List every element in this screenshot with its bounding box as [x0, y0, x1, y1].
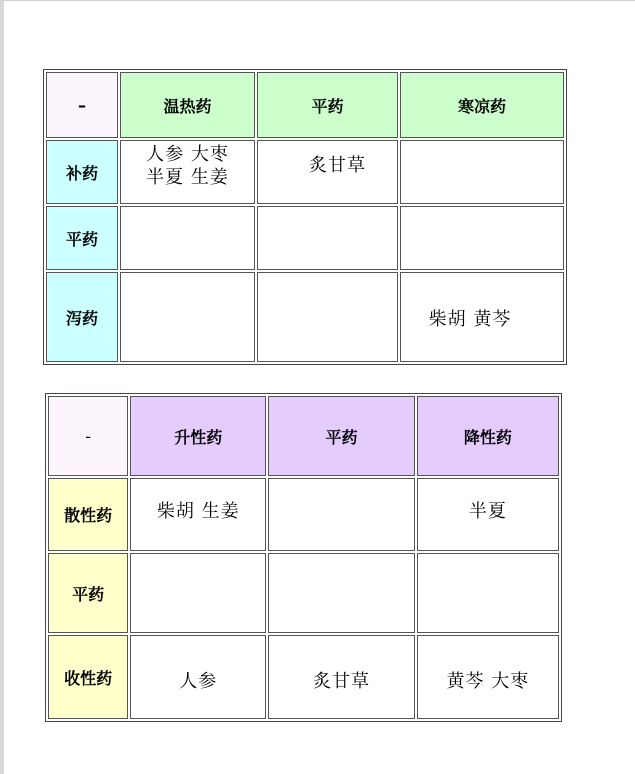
table-cell	[120, 206, 255, 270]
column-header: 平药	[268, 396, 414, 476]
table-cell: 柴胡 生姜	[130, 478, 266, 551]
column-header: 平药	[257, 72, 398, 138]
table-cell: 半夏	[417, 478, 559, 551]
table-cell	[130, 553, 266, 633]
table-header-row	[48, 396, 559, 476]
table-cell	[400, 206, 564, 270]
row-header: 补药	[46, 140, 118, 204]
table-cell	[120, 272, 255, 362]
row-header: 收性药	[48, 635, 128, 719]
table-cell	[257, 272, 398, 362]
row-header: 泻药	[46, 272, 118, 362]
table-row	[46, 272, 564, 362]
page-top-border	[0, 0, 635, 1]
corner-cell: –	[46, 72, 118, 138]
table-header-row	[46, 72, 564, 138]
table-cell	[257, 206, 398, 270]
table-cell	[120, 140, 255, 204]
table-row	[48, 635, 559, 719]
cell-line: 半夏 生姜	[146, 167, 229, 188]
column-header: 降性药	[417, 396, 559, 476]
table-cell	[400, 140, 564, 204]
column-header: 温热药	[120, 72, 255, 138]
table-row	[46, 206, 564, 270]
column-header: 升性药	[130, 396, 266, 476]
table-row	[48, 478, 559, 551]
table-row	[46, 140, 564, 204]
table-cell	[268, 478, 414, 551]
row-header: 平药	[46, 206, 118, 270]
table-cell: 黄芩 大枣	[417, 635, 559, 719]
cell-line: 人参 大枣	[146, 144, 229, 165]
table-cell: 炙甘草	[268, 635, 414, 719]
row-header: 散性药	[48, 478, 128, 551]
table-cell	[268, 553, 414, 633]
table-cell: 炙甘草	[257, 140, 398, 204]
herb-table-temperature	[43, 69, 567, 365]
page-left-border	[0, 0, 4, 774]
table-cell: 柴胡 黄芩	[400, 272, 564, 362]
table-row	[48, 553, 559, 633]
table-cell	[417, 553, 559, 633]
column-header: 寒凉药	[400, 72, 564, 138]
table-cell: 人参	[130, 635, 266, 719]
row-header: 平药	[48, 553, 128, 633]
corner-cell: -	[48, 396, 128, 476]
herb-table-direction	[45, 393, 562, 722]
